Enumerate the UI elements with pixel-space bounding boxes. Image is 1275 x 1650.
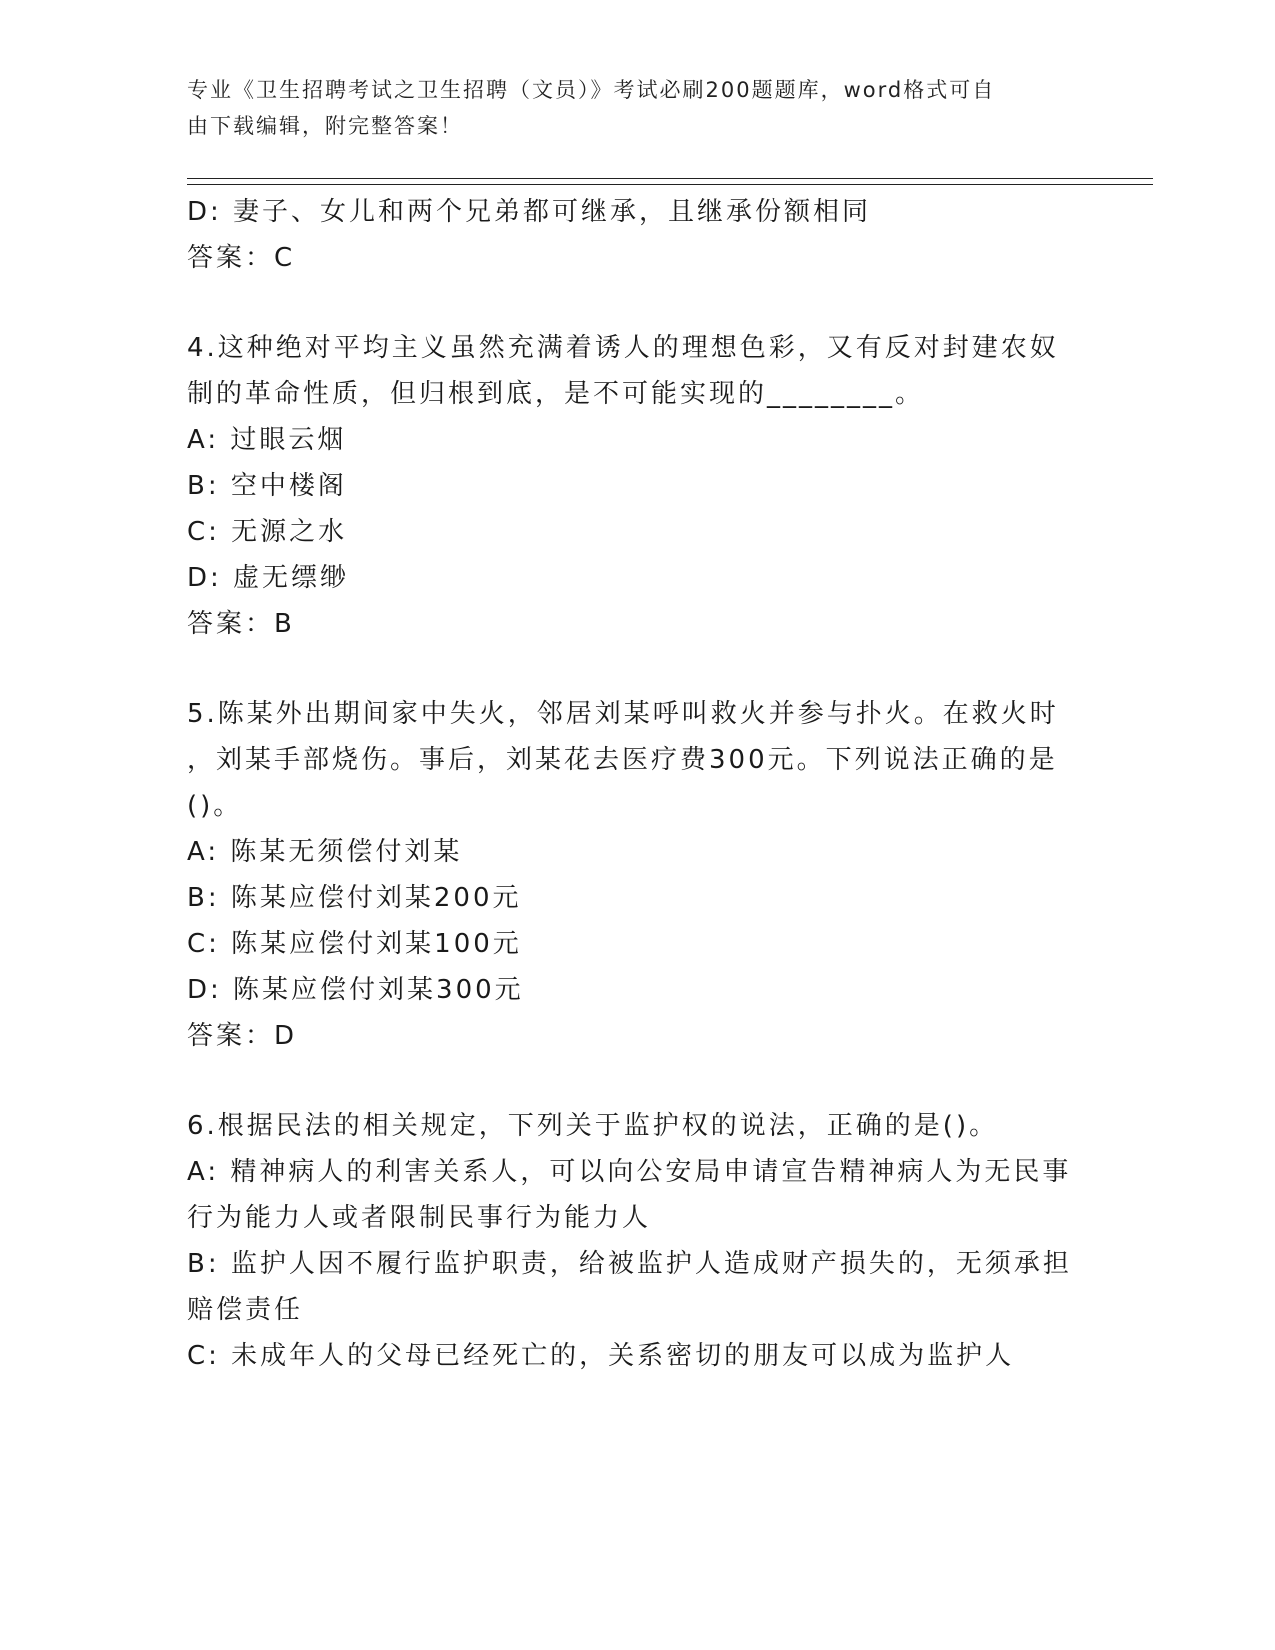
spacer (187, 1059, 1087, 1103)
q5-option-a: A: 陈某无须偿付刘某 (187, 837, 463, 867)
q5-option-d: D: 陈某应偿付刘某300元 (187, 975, 524, 1005)
question-content (187, 189, 1087, 1379)
q6-option-c: C: 未成年人的父母已经死亡的，关系密切的朋友可以成为监护人 (187, 1341, 1015, 1371)
header-line-2: 由下载编辑，附完整答案！ (187, 114, 463, 138)
q3-answer: 答案：C (187, 243, 296, 273)
header-divider-top (187, 178, 1153, 179)
header-line-1: 专业《卫生招聘考试之卫生招聘（文员）》考试必刷200题题库，word格式可自 (187, 78, 996, 102)
q4-option-d: D: 虚无缥缈 (187, 563, 350, 593)
q5-stem-line-3: ()。 (187, 791, 243, 821)
q4-stem-line-1: 4.这种绝对平均主义虽然充满着诱人的理想色彩，又有反对封建农奴 (187, 333, 1059, 363)
q4-option-b: B: 空中楼阁 (187, 471, 347, 501)
question-3-tail (187, 189, 1087, 281)
q6-option-a-line-2: 行为能力人或者限制民事行为能力人 (187, 1203, 652, 1233)
document-header (187, 72, 1067, 144)
q6-stem-line-1: 6.根据民法的相关规定，下列关于监护权的说法，正确的是()。 (187, 1111, 999, 1141)
q6-option-b-line-2: 赔偿责任 (187, 1295, 304, 1325)
q6-option-a-line-1: A: 精神病人的利害关系人，可以向公安局申请宣告精神病人为无民事 (187, 1157, 1072, 1187)
q5-stem-line-2: ，刘某手部烧伤。事后，刘某花去医疗费300元。下列说法正确的是 (187, 745, 1058, 775)
q4-option-a: A: 过眼云烟 (187, 425, 347, 455)
q5-option-c: C: 陈某应偿付刘某100元 (187, 929, 522, 959)
q3-option-d: D: 妻子、女儿和两个兄弟都可继承，且继承份额相同 (187, 197, 872, 227)
question-6 (187, 1103, 1087, 1379)
q4-answer: 答案：B (187, 609, 295, 639)
q4-stem-line-2: 制的革命性质，但归根到底，是不可能实现的________。 (187, 379, 925, 409)
question-4 (187, 325, 1087, 647)
q5-answer: 答案：D (187, 1021, 298, 1051)
q6-option-b-line-1: B: 监护人因不履行监护职责，给被监护人造成财产损失的，无须承担 (187, 1249, 1072, 1279)
spacer (187, 281, 1087, 325)
spacer (187, 647, 1087, 691)
q4-option-c: C: 无源之水 (187, 517, 348, 547)
q5-option-b: B: 陈某应偿付刘某200元 (187, 883, 522, 913)
question-5 (187, 691, 1087, 1059)
header-divider-bottom (187, 184, 1153, 185)
q5-stem-line-1: 5.陈某外出期间家中失火，邻居刘某呼叫救火并参与扑火。在救火时 (187, 699, 1059, 729)
